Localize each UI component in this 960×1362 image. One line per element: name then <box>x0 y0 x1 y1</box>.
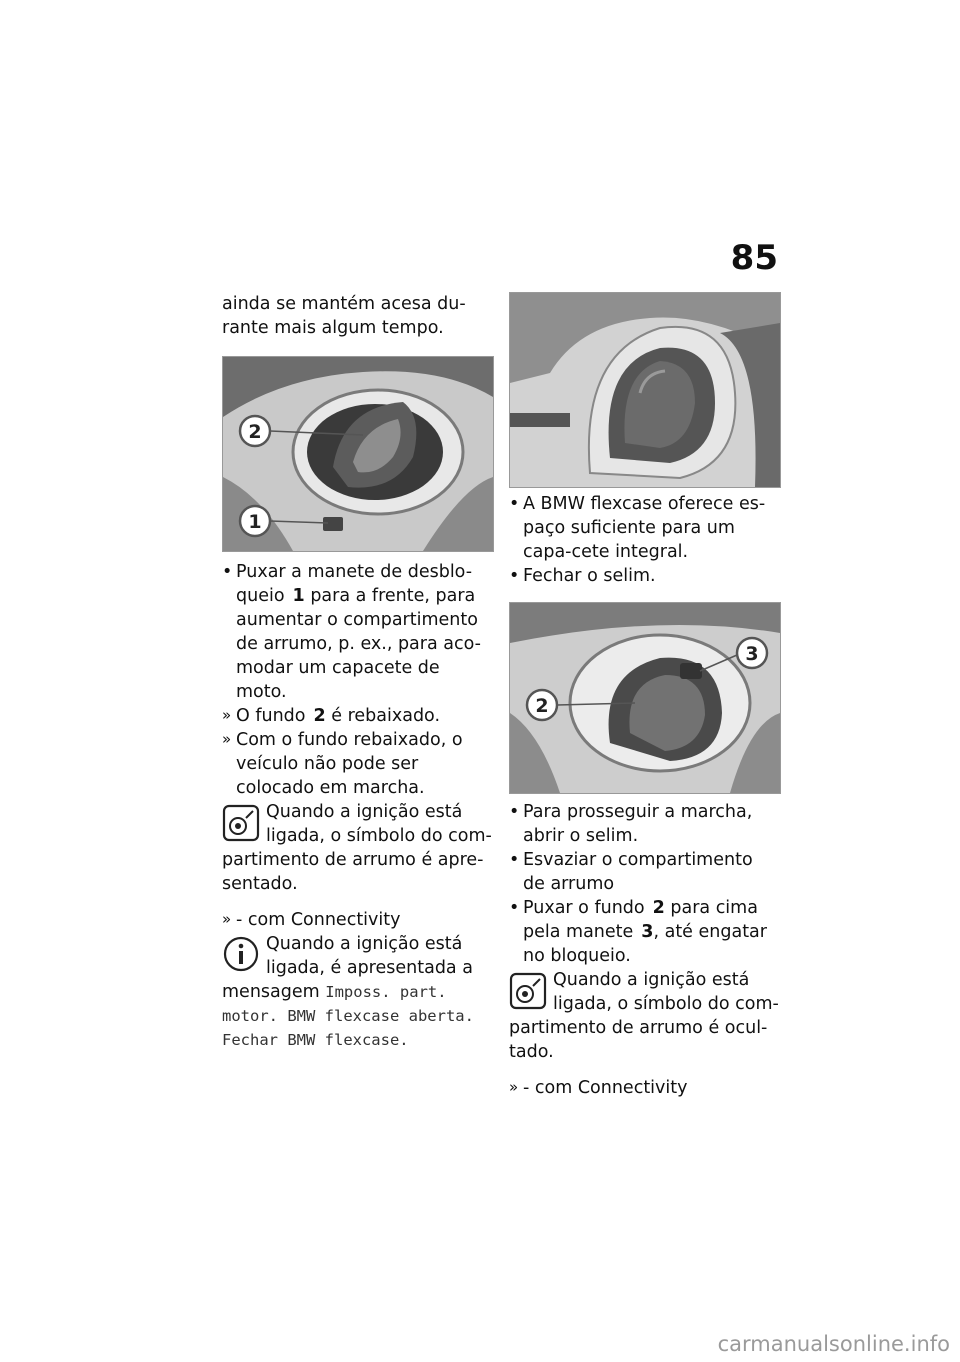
watermark: carmanualsonline.info <box>717 1332 950 1356</box>
note-connectivity-message: Quando a ignição está ligada, é apresentada a mensagem Imposs. part. motor. BMW flexcase aberta. Fechar BMW flexcase. <box>222 934 474 1049</box>
figure-floor-raise <box>509 602 781 794</box>
fig1-callout-1: 1 <box>248 511 262 533</box>
result-no-drive: » Com o fundo rebaixado, o veículo não pode ser colocado em marcha. <box>222 728 492 800</box>
note-storage-symbol: Quando a ignição está ligada, o símbolo do com-partimento de arrumo é apre-sentado. <box>222 802 492 894</box>
note-symbol-hidden: Quando a ignição está ligada, o símbolo do com-partimento de arrumo é ocul-tado. <box>509 970 779 1062</box>
bullet-empty-compartment: • Esvaziar o compartimento de arrumo <box>509 848 779 896</box>
left-column <box>222 292 492 1052</box>
connectivity-message: Imposs. part. motor. BMW flexcase aberta. Fechar BMW flexcase. <box>222 983 474 1049</box>
fig3-callout-3: 3 <box>745 643 759 665</box>
fig3-callout-2: 2 <box>535 695 549 717</box>
info-icon <box>222 934 260 974</box>
intro-text: ainda se mantém acesa du-rante mais algum tempo. <box>222 294 466 338</box>
bullet-open-seat: • Para prosseguir a marcha, abrir o selim. <box>509 800 779 848</box>
step-pull-lever: • Puxar a manete de desblo-queio 1 para a frente, para aumentar o compartimento de arrumo, p. ex., para aco-modar um capacete de moto. <box>222 560 492 704</box>
bullet-helmet-space: • A BMW flexcase oferece es-paço suficiente para um capa-cete integral. <box>509 492 779 564</box>
bullet-close-seat: • Fechar o selim. <box>509 564 779 588</box>
bullet-pull-floor: • Puxar o fundo 2 para cima pela manete 3, até engatar no bloqueio. <box>509 896 779 968</box>
storage-compartment-icon <box>222 802 260 842</box>
result-floor-lowered: » O fundo 2 é rebaixado. <box>222 704 492 728</box>
condition-connectivity-2: » - com Connectivity <box>509 1076 779 1100</box>
figure-helmet-in-flexcase <box>509 292 781 488</box>
right-column <box>509 292 779 1100</box>
condition-connectivity: » - com Connectivity <box>222 908 492 932</box>
figure-release-lever <box>222 356 494 552</box>
page-number: 85 <box>730 238 778 278</box>
storage-compartment-icon <box>509 970 547 1010</box>
fig1-callout-2: 2 <box>248 421 262 443</box>
